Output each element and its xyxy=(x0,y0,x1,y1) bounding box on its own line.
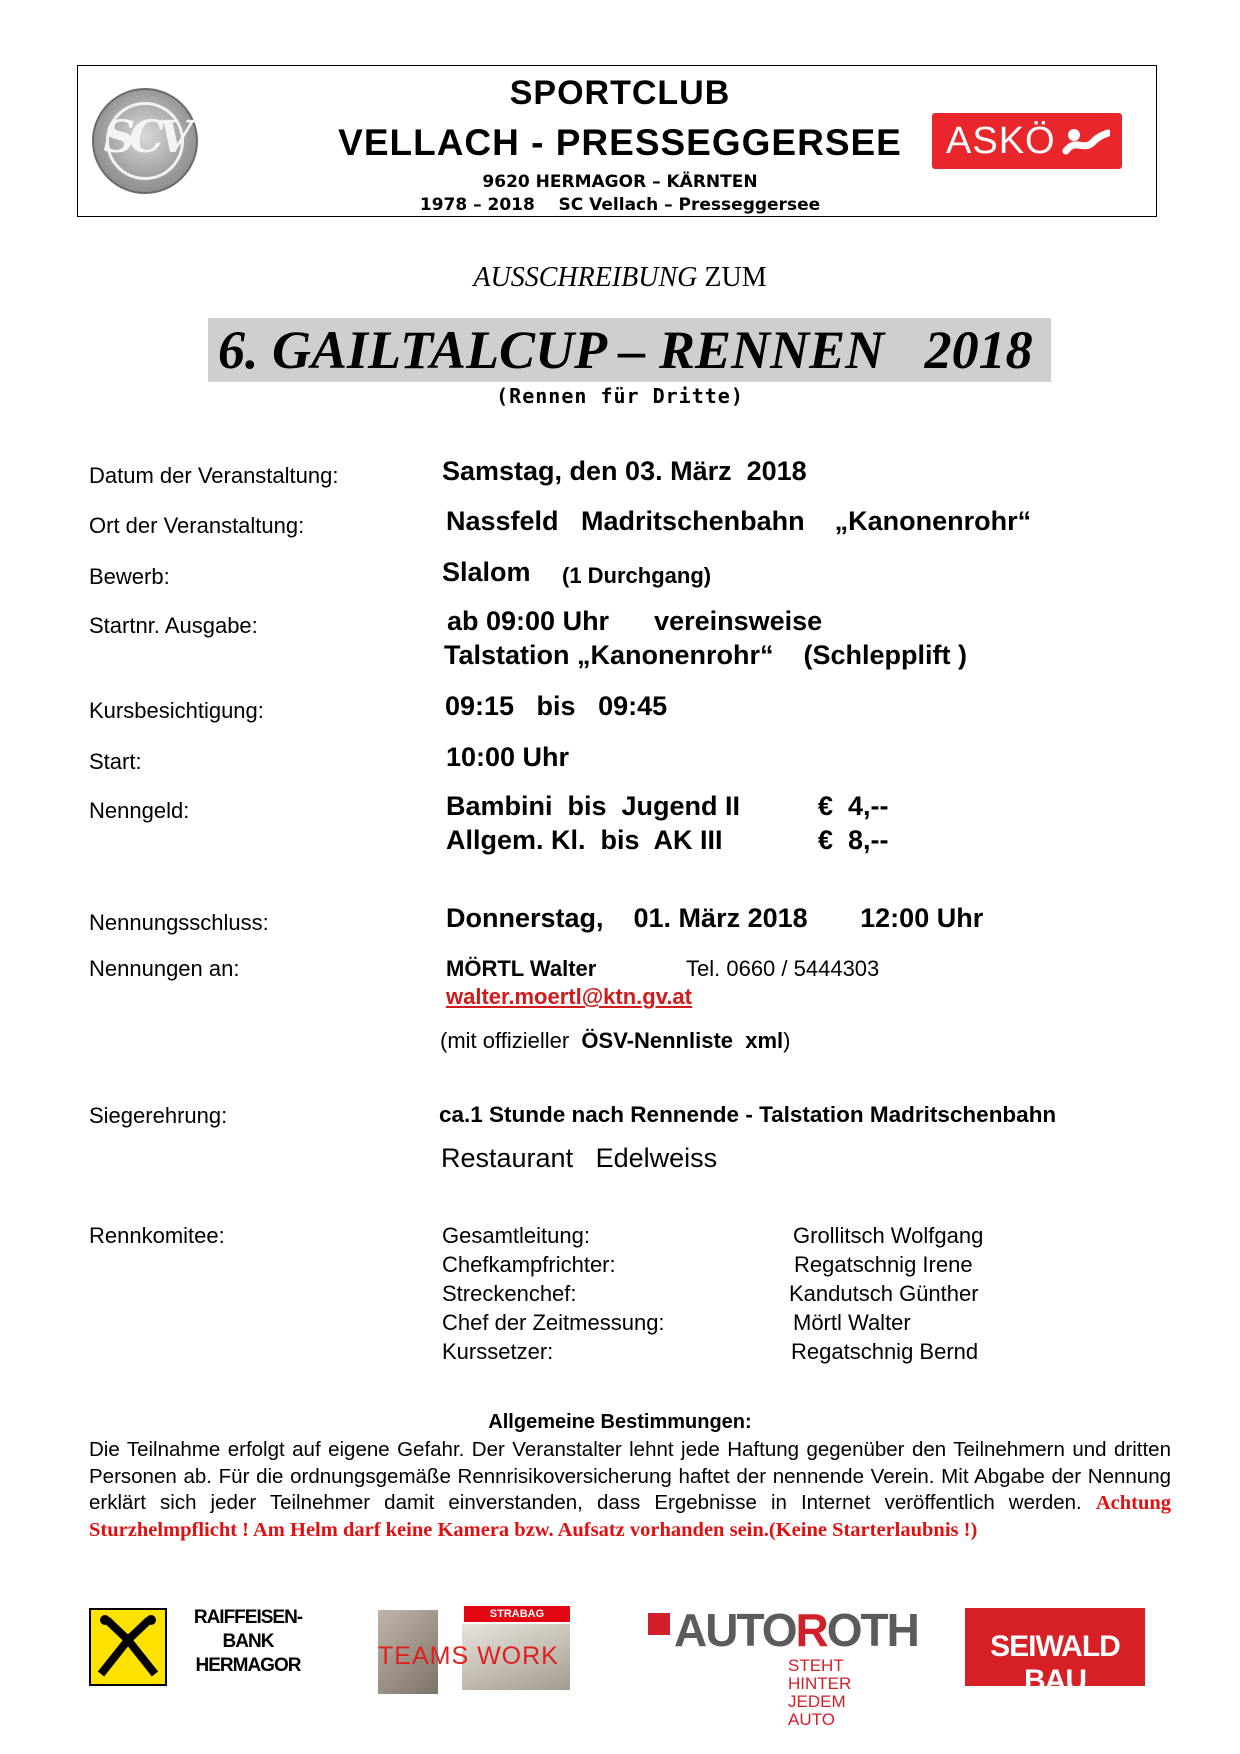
contact-email-link[interactable]: walter.moertl@ktn.gv.at xyxy=(446,984,692,1009)
committee-name: Regatschnig Irene xyxy=(794,1252,973,1277)
autoroth-tag-1: STEHT HINTER xyxy=(788,1656,852,1693)
asko-logo-text: ASKÖ xyxy=(946,120,1056,162)
committee-name: Regatschnig Bernd xyxy=(791,1339,979,1364)
nenngeld-fee-1: € 4,-- xyxy=(818,791,889,821)
value-datum: Samstag, den 03. März 2018 xyxy=(442,456,807,486)
value-kurs: 09:15 bis 09:45 xyxy=(445,691,668,721)
teamswork-label: TEAMS WORK xyxy=(378,1642,559,1670)
nennliste-post: ) xyxy=(783,1028,791,1053)
contact-name: MÖRTL Walter xyxy=(446,956,597,981)
raiffeisen-gable-icon xyxy=(91,1610,165,1684)
nenngeld-class-1: Bambini bis Jugend II xyxy=(446,791,741,821)
label-startnr: Startnr. Ausgabe: xyxy=(89,613,258,638)
strabag-label: STRABAG xyxy=(464,1606,570,1622)
announcement-rest: ZUM xyxy=(697,262,767,293)
value-ort: Nassfeld Madritschenbahn „Kanonenrohr“ xyxy=(446,506,1032,536)
value-start: 10:00 Uhr xyxy=(446,742,570,772)
terms-body: Die Teilnahme erfolgt auf eigene Gefahr. Der Veranstalter lehnt jede Haftung gegenüber den Teilnehmern und dritten Personen ab. Für die ordnungsgemäße Rennrisikoversicherung haftet der nennende Verein. Mit Abgabe der Nennung erklärt sich jeder Teilnehmer damit einverstanden, dass Ergebnisse in Internet veröffentlich werden. xyxy=(89,1438,1171,1514)
label-nenngeld: Nenngeld: xyxy=(89,798,190,823)
asko-logo xyxy=(932,113,1122,169)
autoroth-name-a: AUTO xyxy=(674,1604,796,1656)
value-schluss: Donnerstag, 01. März 2018 12:00 Uhr xyxy=(446,903,984,933)
value-sieger: ca.1 Stunde nach Rennende - Talstation Madritschenbahn xyxy=(439,1102,1057,1127)
autoroth-square-icon xyxy=(648,1613,670,1635)
value-bewerb: Slalom xyxy=(442,557,531,587)
announcement-italic: AUSSCHREIBUNG xyxy=(473,262,698,293)
committee-role: Chef der Zeitmessung: xyxy=(442,1310,665,1335)
label-datum: Datum der Veranstaltung: xyxy=(89,463,339,488)
seiwald-text: SEIWALD BAU xyxy=(990,1630,1120,1697)
committee-role: Gesamtleitung: xyxy=(442,1223,590,1248)
committee-role: Streckenchef: xyxy=(442,1281,577,1306)
autoroth-name xyxy=(674,1603,918,1657)
page-subtitle: (Rennen für Dritte) xyxy=(496,384,744,408)
nennliste-note xyxy=(440,1028,790,1054)
label-kurs: Kursbesichtigung: xyxy=(89,698,264,723)
autoroth-name-r: R xyxy=(795,1604,827,1656)
autoroth-tag-2: JEDEM AUTO xyxy=(788,1692,846,1729)
terms-heading: Allgemeine Bestimmungen: xyxy=(488,1411,752,1433)
terms-text xyxy=(89,1437,1171,1543)
nennliste-bold: ÖSV-Nennliste xml xyxy=(581,1028,784,1053)
label-rennkomitee: Rennkomitee: xyxy=(89,1223,225,1248)
label-bewerb: Bewerb: xyxy=(89,564,170,589)
autoroth-tagline xyxy=(788,1657,883,1729)
label-ort: Ort der Veranstaltung: xyxy=(89,513,305,538)
committee-name: Grollitsch Wolfgang xyxy=(793,1223,984,1248)
label-schluss: Nennungsschluss: xyxy=(89,910,269,935)
asko-swoosh-icon xyxy=(1062,127,1110,155)
committee-name: Mörtl Walter xyxy=(793,1310,911,1335)
value-sieger-place: Restaurant Edelweiss xyxy=(441,1143,718,1173)
raiffeisen-logo xyxy=(89,1608,167,1686)
value-bewerb-detail: (1 Durchgang) xyxy=(562,563,712,588)
raiffeisen-text xyxy=(186,1606,310,1678)
sc-logo-letters: SCV xyxy=(103,112,187,163)
nenngeld-fee-2: € 8,-- xyxy=(818,825,889,855)
club-name-line2: VELLACH - PRESSEGGERSEE xyxy=(338,122,902,163)
autoroth-name-b: OTH xyxy=(826,1604,918,1656)
committee-role: Kurssetzer: xyxy=(442,1339,554,1364)
autoroth-logo xyxy=(648,1604,918,1729)
committee-name: Kandutsch Günther xyxy=(789,1281,979,1306)
raiffeisen-line1: RAIFFEISEN- xyxy=(193,1607,303,1628)
contact-tel: Tel. 0660 / 5444303 xyxy=(686,956,880,981)
club-address: 9620 HERMAGOR – KÄRNTEN xyxy=(482,172,758,192)
label-sieger: Siegerehrung: xyxy=(89,1103,228,1128)
terms-warning: Achtung Sturzhelmpflicht ! Am Helm darf keine Kamera bzw. Aufsatz vorhanden sein.(Keine Starterlaubnis !) xyxy=(89,1492,1171,1541)
announcement-heading xyxy=(0,262,1240,294)
label-nennungen: Nennungen an: xyxy=(89,956,240,981)
raiffeisen-line2: BANK xyxy=(222,1631,274,1652)
label-start: Start: xyxy=(89,749,142,774)
nennliste-pre: (mit offizieller xyxy=(440,1028,582,1053)
club-name-line1: SPORTCLUB xyxy=(509,74,731,112)
nenngeld-class-2: Allgem. Kl. bis AK III xyxy=(446,825,723,855)
value-startnr-2: Talstation „Kanonenrohr“ (Schlepplift ) xyxy=(444,640,968,670)
value-startnr-1: ab 09:00 Uhr vereinsweise xyxy=(447,606,823,636)
page-title: 6. GAILTALCUP – RENNEN 2018 xyxy=(218,320,1033,380)
club-years: 1978 – 2018 SC Vellach – Presseggersee xyxy=(419,195,821,215)
strabag-teamswork-logo xyxy=(378,1600,574,1696)
raiffeisen-line3: HERMAGOR xyxy=(195,1655,301,1676)
seiwald-logo xyxy=(965,1608,1145,1697)
committee-role: Chefkampfrichter: xyxy=(442,1252,616,1277)
